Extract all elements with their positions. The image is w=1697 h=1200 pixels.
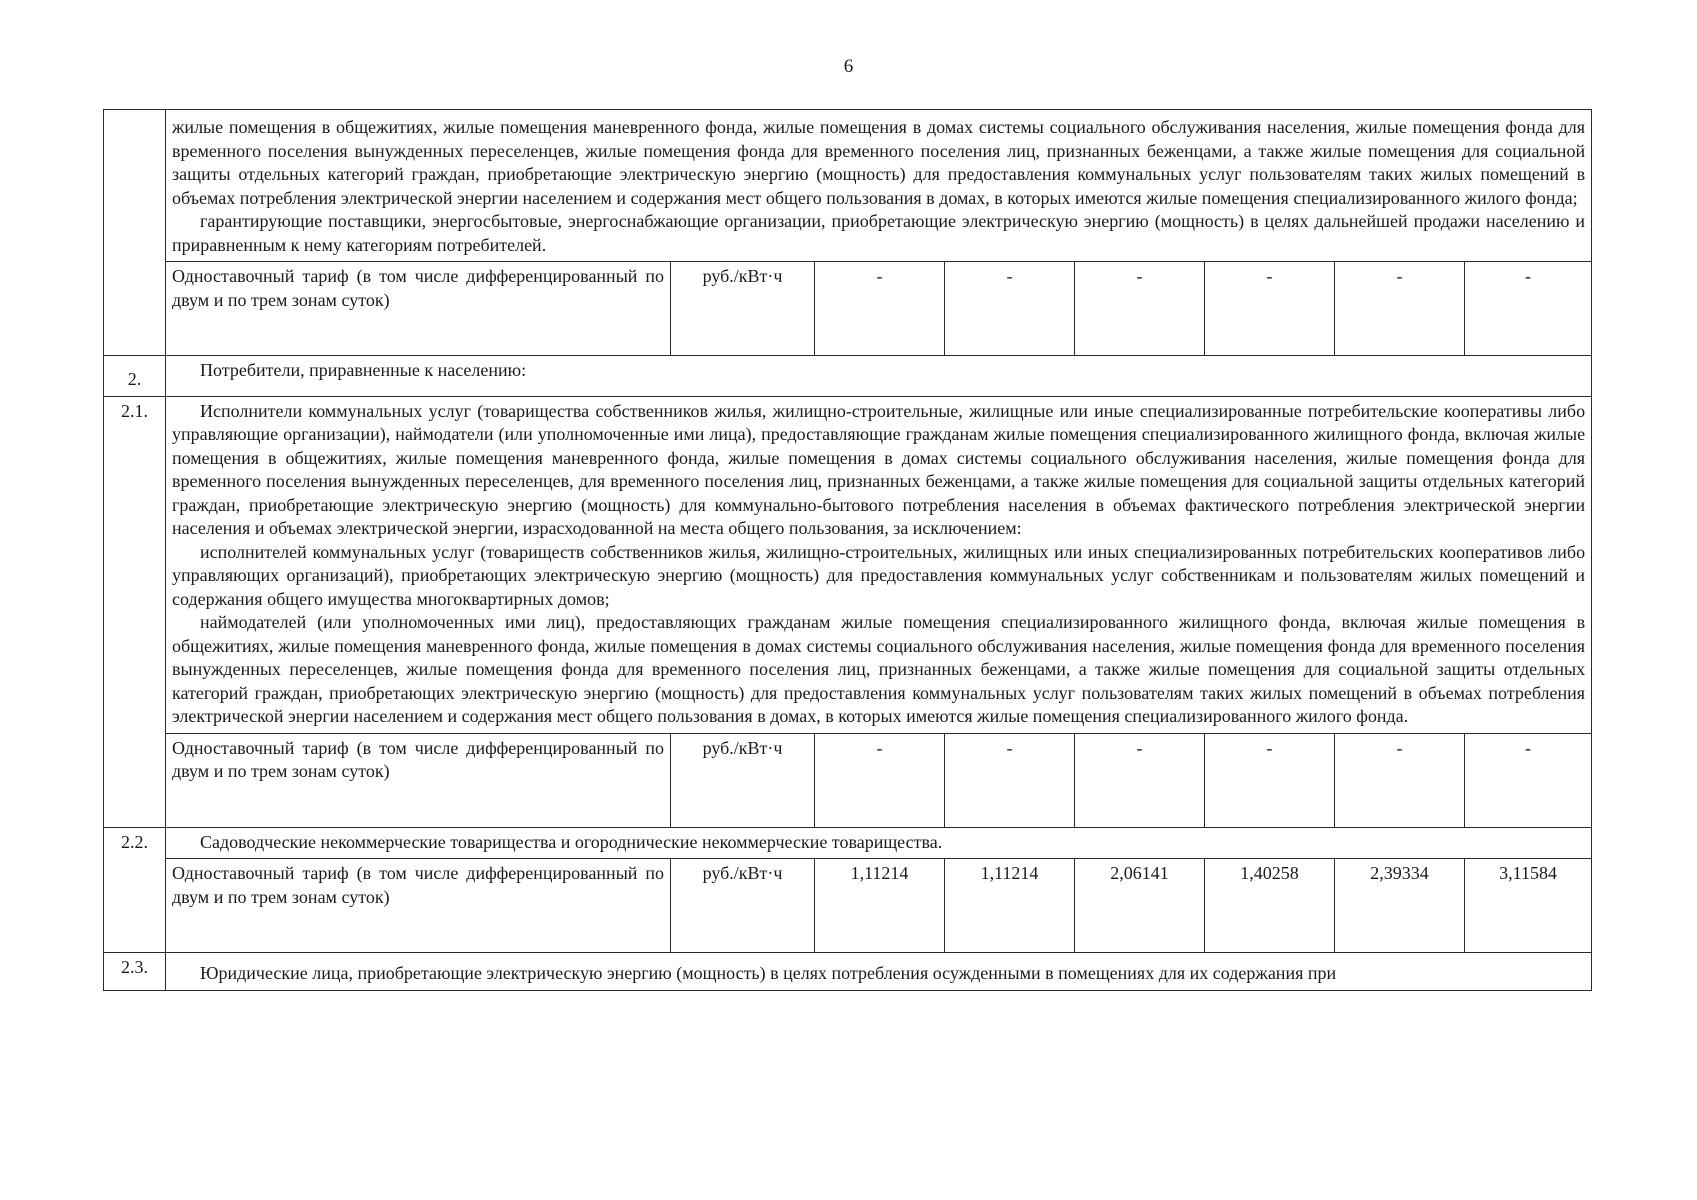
table-row [104,356,1592,397]
tariff-unit: руб./кВт·ч [671,859,815,953]
tariff-value: - [945,262,1075,356]
row-number: 2.3. [104,953,166,991]
tariff-row [104,262,1592,356]
page-number: 6 [843,56,854,77]
tariff-value: 2,06141 [1075,859,1205,953]
row-number: 2.2. [104,827,166,953]
paragraph: Исполнители коммунальных услуг (товарищества собственников жилья, жилищно-строительные, жилищные или иные специализированные потребительские кооперативы либо управляющие организации), наймодатели (или уполномоченные ими лица), предоставляющие гражданам жилые помещения специализированного жилищного фонда, включая жилые помещения в общежитиях, жилые помещения маневренного фонда, жилые помещения в домах системы социального обслуживания населения, жилые помещения фонда для временного поселения вынужденных переселенцев, для временного поселения лиц, признанных беженцами, а также жилые помещения для социальной защиты отдельных категорий граждан, приобретающие электрическую энергию (мощность) для коммунально-бытового потребления населения в объемах фактического потребления электрической энергии населения и объемах электрической энергии, израсходованной на места общего пользования, за исключением: [172,400,1586,538]
table-row [104,396,1592,733]
row-description [166,827,1592,859]
row-heading: Юридические лица, приобретающие электрическую энергию (мощность) в целях потребления осужденными в помещениях для их содержания при [200,963,1337,983]
paragraph: исполнителей коммунальных услуг (товариществ собственников жилья, жилищно-строительных, жилищных или иных специализированных потребительских кооперативов либо управляющих организаций), приобретающих электрическую энергию (мощность) для предоставления коммунальных услуг собственникам и пользователям жилых помещений и содержания общего имущества многоквартирных домов; [172,541,1586,609]
tariff-value: - [1335,733,1465,827]
tariff-label: Одноставочный тариф (в том числе дифференцированный по двум и по трем зонам суток) [166,859,671,953]
tariff-row [104,859,1592,953]
tariff-value: 2,39334 [1335,859,1465,953]
paragraph: гарантирующие поставщики, энергосбытовые, энергоснабжающие организации, приобретающие электрическую энергию (мощность) в целях дальнейшей продажи населению и приравненным к нему категориям потребителей. [172,211,1586,255]
tariff-row [104,733,1592,827]
tariff-value: - [815,733,945,827]
table-row [104,953,1592,991]
row-heading: Садоводческие некоммерческие товарищества и огороднические некоммерческие товарищества. [200,831,943,852]
tariff-value: 1,11214 [945,859,1075,953]
table-row [104,110,1592,262]
tariff-value: - [945,733,1075,827]
tariff-value: - [1075,733,1205,827]
tariff-table [103,109,1592,991]
row-description [166,396,1592,733]
row-description [166,953,1592,991]
tariff-value: 1,11214 [815,859,945,953]
row-description [166,356,1592,397]
paragraph: наймодателей (или уполномоченных ими лиц), предоставляющих гражданам жилые помещения специализированного жилищного фонда, включая жилые помещения в общежитиях, жилые помещения маневренного фонда, жилые помещения в домах системы социального обслуживания населения, жилые помещения фонда для временного поселения вынужденных переселенцев, жилые помещения фонда для временного поселения лиц, признанных беженцами, а также жилые помещения для социальной защиты отдельных категорий граждан, приобретающих электрическую энергию (мощность) для предоставления коммунальных услуг пользователям таких жилых помещений в объемах потребления электрической энергии населением и содержания мест общего пользования в домах, в которых имеются жилые помещения специализированного жилого фонда. [172,612,1586,726]
tariff-value: - [1465,262,1592,356]
tariff-value: - [815,262,945,356]
row-number-cell [104,110,166,356]
row-number: 2. [104,356,166,397]
tariff-unit: руб./кВт·ч [671,262,815,356]
tariff-value: - [1205,262,1335,356]
row-heading: Потребители, приравненные к населению: [200,360,527,380]
tariff-value: 3,11584 [1465,859,1592,953]
tariff-value: - [1075,262,1205,356]
row-number: 2.1. [104,396,166,827]
tariff-value: - [1205,733,1335,827]
tariff-value: 1,40258 [1205,859,1335,953]
tariff-value: - [1335,262,1465,356]
tariff-label: Одноставочный тариф (в том числе дифференцированный по двум и по трем зонам суток) [166,733,671,827]
row-description [166,110,1592,262]
tariff-label: Одноставочный тариф (в том числе дифференцированный по двум и по трем зонам суток) [166,262,671,356]
table-row [104,827,1592,859]
tariff-unit: руб./кВт·ч [671,733,815,827]
paragraph: жилые помещения в общежитиях, жилые помещения маневренного фонда, жилые помещения в домах системы социального обслуживания населения, жилые помещения фонда для временного поселения вынужденных переселенцев, жилые помещения фонда для временного поселения лиц, признанных беженцами, а также жилые помещения для социальной защиты отдельных категорий граждан, приобретающие электрическую энергию (мощность) для предоставления коммунальных услуг пользователям таких жилых помещений в объемах потребления электрической энергии населением и содержания мест общего пользования в домах, в которых имеются жилые помещения специализированного жилого фонда; [172,117,1586,208]
tariff-value: - [1465,733,1592,827]
